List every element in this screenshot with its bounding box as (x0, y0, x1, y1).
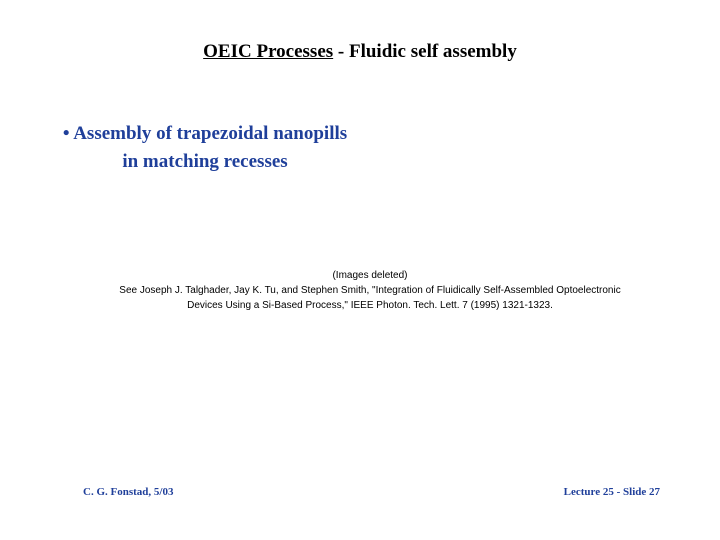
citation-line-2: See Joseph J. Talghader, Jay K. Tu, and Stephen Smith, "Integration of Fluidically Self-Assembled Optoelectronic (119, 285, 621, 296)
bullet-text: Assembly of trapezoidal nanopills in matching recesses (73, 123, 348, 172)
slide-title-topic: OEIC Processes (203, 41, 334, 62)
bullet-point (55, 120, 355, 176)
image-citation (70, 268, 670, 313)
slide-title-subtopic: - Fluidic self assembly (333, 41, 517, 62)
slide-title (0, 41, 720, 63)
bullet-marker: • (62, 123, 70, 144)
citation-line-1: (Images deleted) (332, 270, 408, 281)
footer-slide-number: Lecture 25 - Slide 27 (563, 486, 660, 498)
citation-line-3: Devices Using a Si-Based Process," IEEE Photon. Tech. Lett. 7 (1995) 1321-1323. (187, 300, 553, 311)
footer-author: C. G. Fonstad, 5/03 (83, 486, 174, 498)
